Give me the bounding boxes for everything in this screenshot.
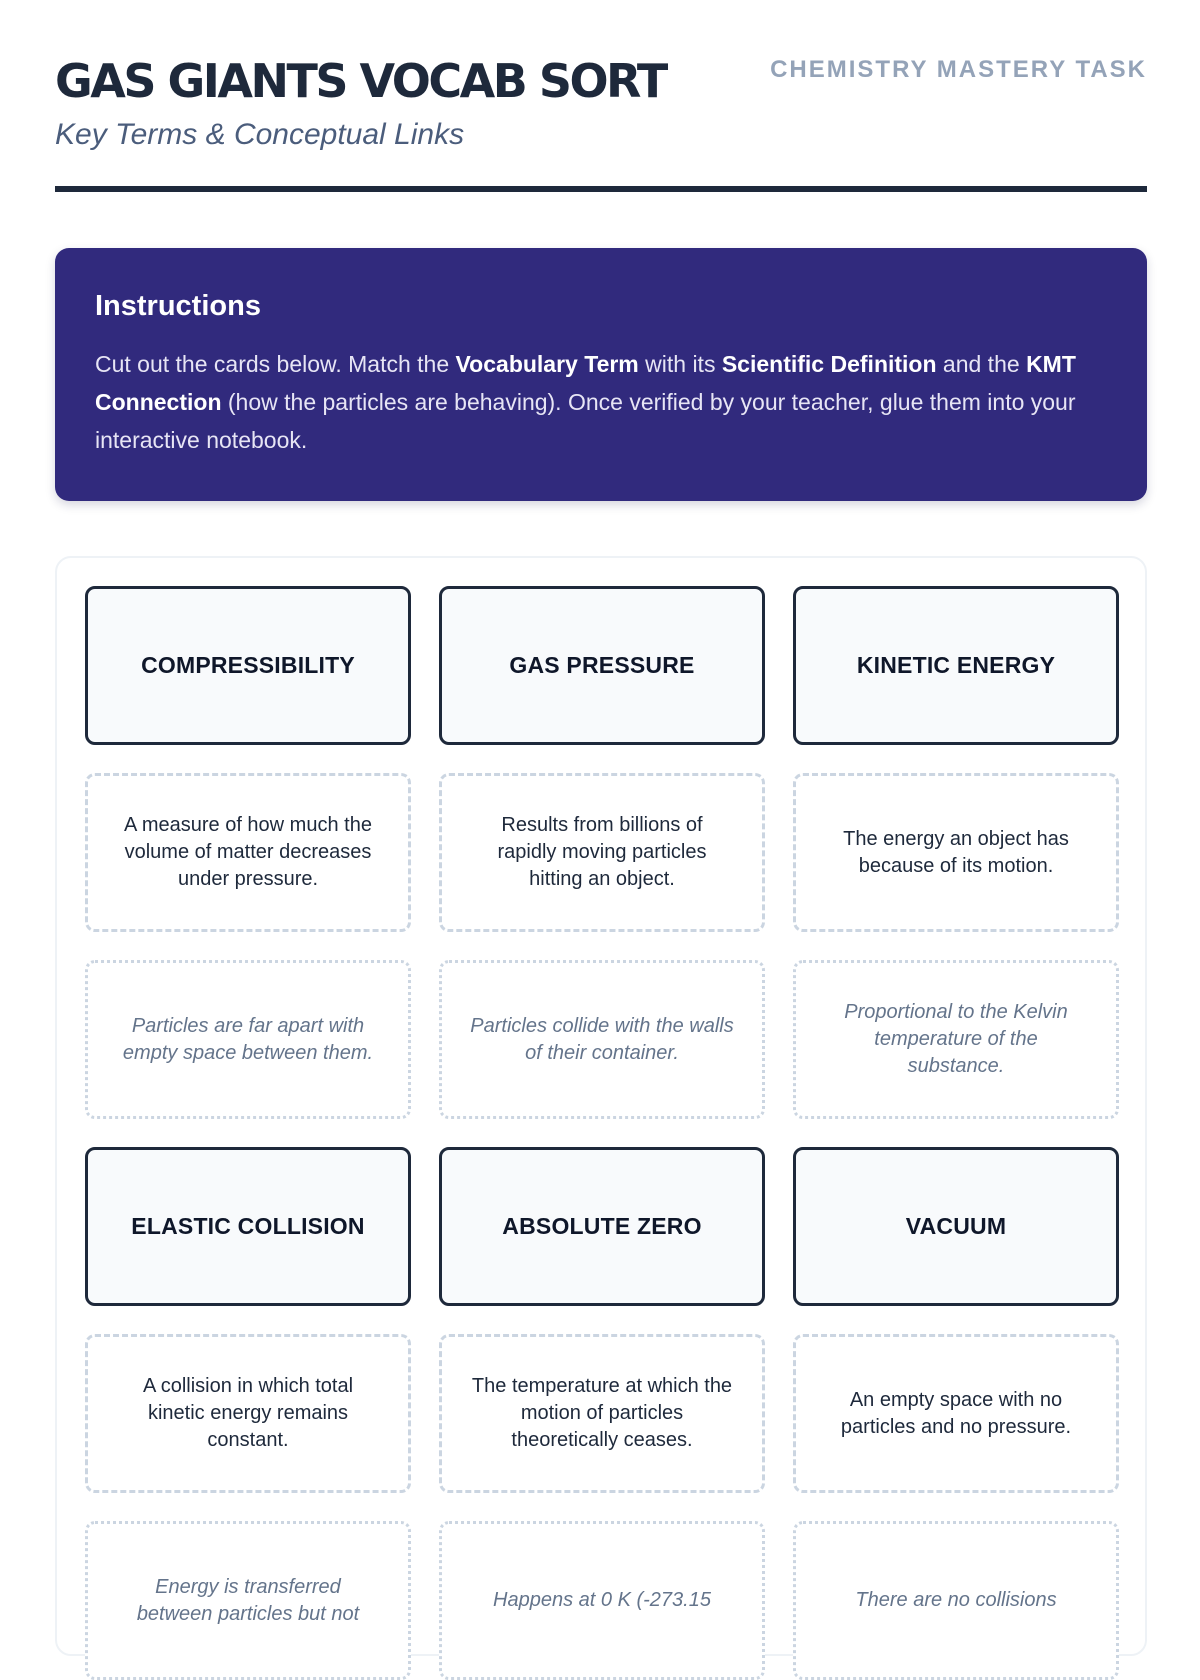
- card-grid: [85, 586, 1117, 1680]
- definition-card[interactable]: Results from billions of rapidly moving particles hitting an object.: [439, 773, 765, 932]
- emphasis-vocabulary-term: Vocabulary Term: [455, 351, 639, 377]
- definition-card[interactable]: The energy an object has because of its motion.: [793, 773, 1119, 932]
- instructions-text-part: with its: [638, 351, 722, 377]
- kmt-connection-card[interactable]: Particles collide with the walls of their container.: [439, 960, 765, 1119]
- emphasis-scientific-definition: Scientific Definition: [721, 351, 937, 377]
- definition-card[interactable]: An empty space with no particles and no pressure.: [793, 1334, 1119, 1493]
- instructions-text-part: and the: [936, 351, 1027, 377]
- card-sheet: [55, 556, 1147, 1656]
- kmt-connection-card[interactable]: Happens at 0 K (-273.15: [439, 1521, 765, 1680]
- instructions-text-part: (how the particles are behaving). Once verified by your teacher, glue them into your interactive notebook.: [95, 389, 1076, 453]
- instructions-text-part: Cut out the cards below. Match the: [95, 351, 456, 377]
- instructions-heading: Instructions: [95, 290, 261, 322]
- definition-card[interactable]: The temperature at which the motion of particles theoretically ceases.: [439, 1334, 765, 1493]
- term-card[interactable]: VACUUM: [793, 1147, 1119, 1306]
- kmt-connection-card[interactable]: Particles are far apart with empty space between them.: [85, 960, 411, 1119]
- definition-card[interactable]: A collision in which total kinetic energy remains constant.: [85, 1334, 411, 1493]
- task-label: CHEMISTRY MASTERY TASK: [770, 56, 1147, 83]
- page-subtitle: Key Terms & Conceptual Links: [55, 118, 465, 151]
- emphasis-kmt-connection: KMT Connection: [95, 351, 1076, 415]
- term-card[interactable]: COMPRESSIBILITY: [85, 586, 411, 745]
- term-card[interactable]: ABSOLUTE ZERO: [439, 1147, 765, 1306]
- term-card[interactable]: KINETIC ENERGY: [793, 586, 1119, 745]
- definition-card[interactable]: A measure of how much the volume of matter decreases under pressure.: [85, 773, 411, 932]
- page-title: GAS GIANTS VOCAB SORT: [55, 54, 666, 108]
- instructions-panel: [55, 248, 1147, 501]
- worksheet-header: [55, 0, 1147, 192]
- kmt-connection-card[interactable]: Energy is transferred between particles but not: [85, 1521, 411, 1680]
- kmt-connection-card[interactable]: Proportional to the Kelvin temperature of the substance.: [793, 960, 1119, 1119]
- instructions-text: [95, 345, 1107, 459]
- kmt-connection-card[interactable]: There are no collisions: [793, 1521, 1119, 1680]
- term-card[interactable]: GAS PRESSURE: [439, 586, 765, 745]
- term-card[interactable]: ELASTIC COLLISION: [85, 1147, 411, 1306]
